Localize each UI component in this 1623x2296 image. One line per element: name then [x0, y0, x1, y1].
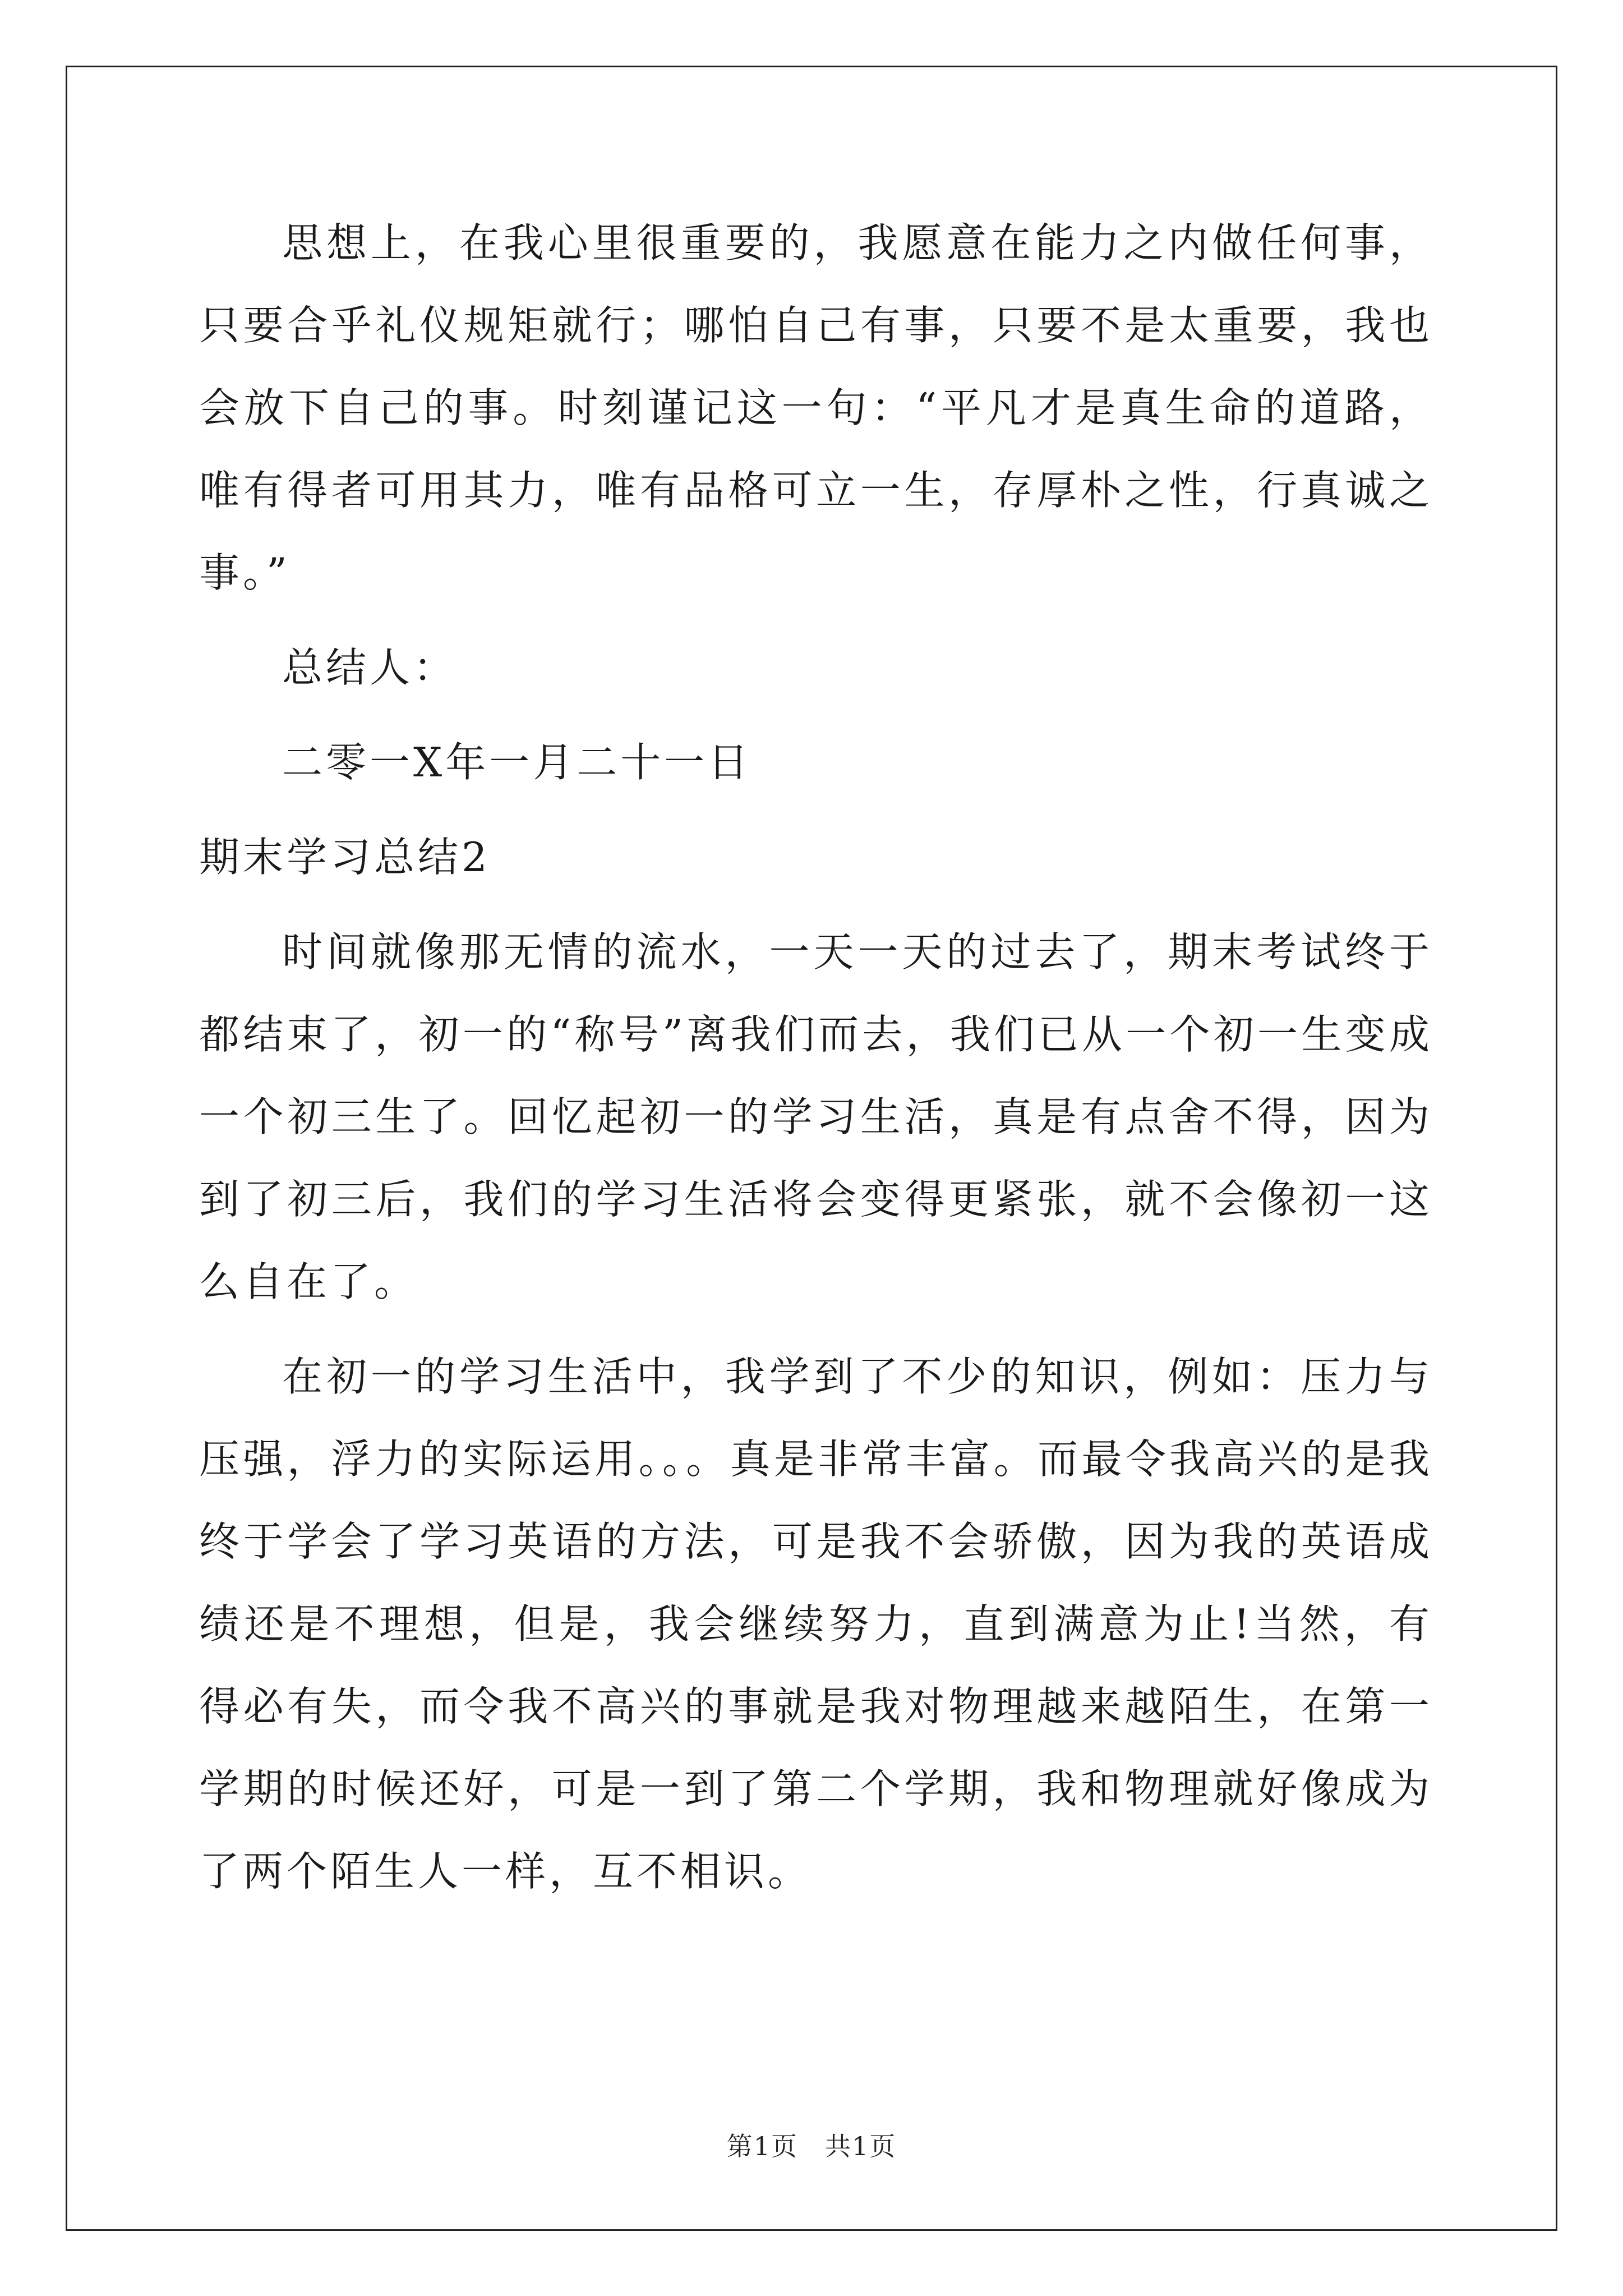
summary-date: 二零一X年一月二十一日 — [282, 739, 752, 786]
paragraph-thoughts: 思想上，在我心里很重要的，我愿意在能力之内做任何事，只要合乎礼仪规矩就行；哪怕自己有事，只要不是太重要，我也会放下自己的事。时刻谨记这一句：“平凡才是真生命的道路，唯有得者可用其力，唯有品格可立一生，存厚朴之性，行真诚之事。” — [199, 219, 1433, 596]
document-body — [199, 202, 1433, 1925]
page-footer: 第1页 共1页 — [726, 2131, 897, 2161]
paragraph-time: 时间就像那无情的流水，一天一天的过去了，期末考试终于都结束了，初一的“称号”离我们而去，我们已从一个初一生变成一个初三生了。回忆起初一的学习生活，真是有点舍不得，因为到了初三后，我们的学习生活将会变得更紧张，就不会像初一这么自在了。 — [199, 928, 1433, 1305]
signer-label: 总结人： — [282, 644, 458, 691]
section-title: 期末学习总结2 — [199, 834, 491, 881]
paragraph-learning: 在初一的学习生活中，我学到了不少的知识，例如：压力与压强，浮力的实际运用。。。真是非常丰富。而最令我高兴的是我终于学会了学习英语的方法，可是我不会骄傲，因为我的英语成绩还是不理想，但是，我会继续努力，直到满意为止!当然，有得必有失，而令我不高兴的事就是我对物理越来越陌生，在第一学期的时候还好，可是一到了第二个学期，我和物理就好像成为了两个陌生人一样，互不相识。 — [199, 1353, 1433, 1895]
